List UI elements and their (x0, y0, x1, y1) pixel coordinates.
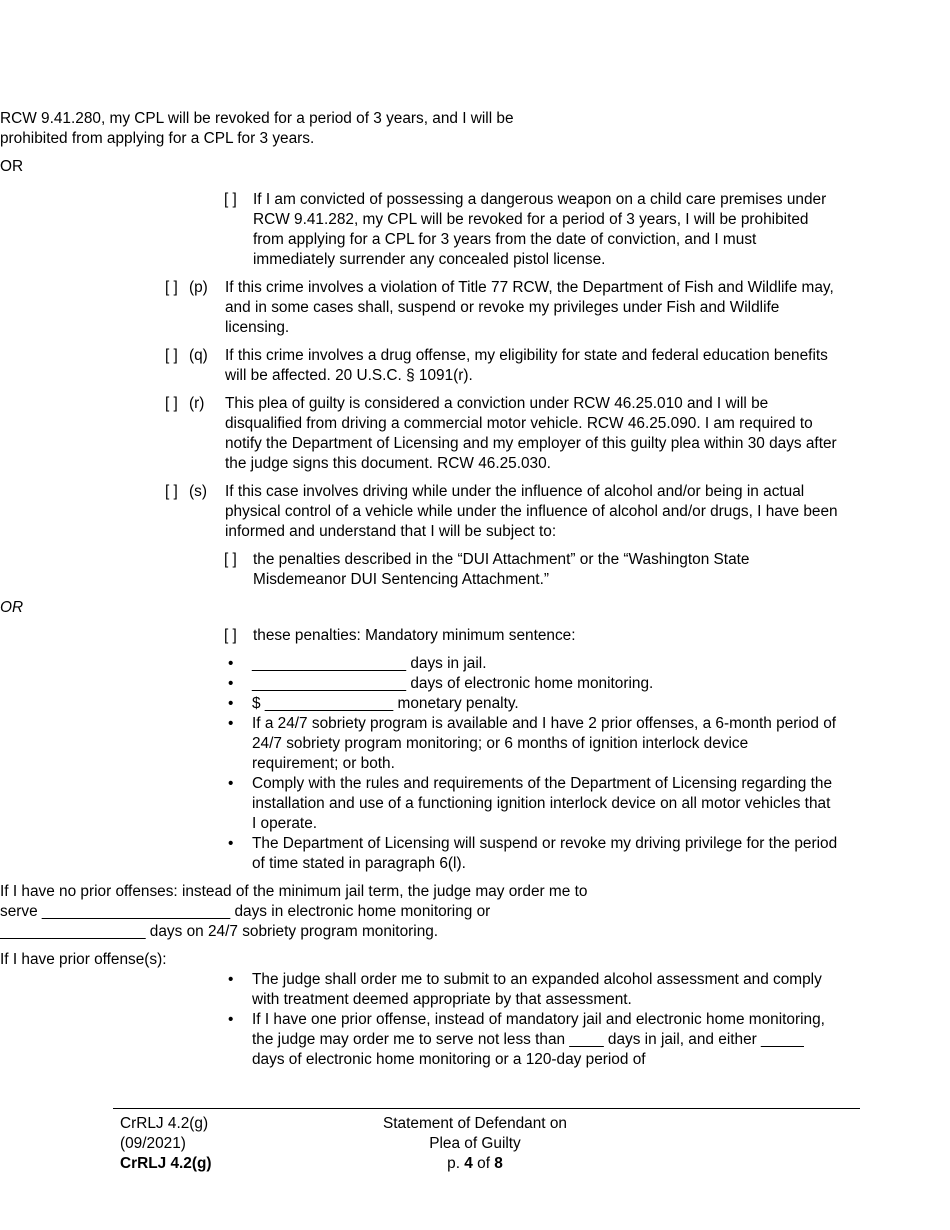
penalty-bullet-item (224, 654, 838, 674)
page-total: 8 (494, 1155, 503, 1172)
page-footer (0, 1108, 950, 1174)
footer-columns (0, 1109, 950, 1174)
prior-bullet-text: If I have one prior offense, instead of mandatory jail and electronic home monitoring, the judge may order me to serve not less than ____ days in jail, and either _____ days of electronic home monitoring or a 120-day period of (252, 1011, 825, 1068)
bullet-marker: • (228, 1011, 234, 1028)
penalty-bullet-item (224, 774, 838, 834)
page-indicator (0, 1154, 950, 1174)
checkbox-weapon-childcare[interactable]: [ ] (224, 191, 237, 208)
dui-penalties-option (224, 626, 838, 646)
prior-bullet-item (224, 1010, 838, 1070)
footer-title-line1: Statement of Defendant on (383, 1115, 567, 1132)
penalty-bullet-text: The Department of Licensing will suspend or revoke my driving privilege for the period of time stated in paragraph 6(l). (252, 835, 838, 872)
penalty-bullet-list (224, 654, 838, 874)
prior-bullet-text: The judge shall order me to submit to an expanded alcohol assessment and comply with treatment deemed appropriate by that assessment. (252, 971, 822, 1008)
page-indicator-of: of (477, 1155, 490, 1172)
item-q (165, 346, 838, 386)
checkbox-dui-attachment[interactable]: [ ] (224, 551, 237, 568)
page-number: 4 (464, 1155, 473, 1172)
or-separator-dui: OR (0, 599, 24, 616)
footer-form-id-line3: CrRLJ 4.2(g) (120, 1155, 212, 1172)
item-q-label: (q) (189, 347, 208, 364)
item-s-label: (s) (189, 483, 207, 500)
penalty-bullet-item (224, 714, 838, 774)
bullet-marker: • (228, 775, 234, 792)
bullet-marker: • (228, 835, 234, 852)
item-p-text: If this crime involves a violation of Title 77 RCW, the Department of Fish and Wildlife may, and in some cases shall, suspend or revoke my privileges under Fish and Wildlife licensing. (225, 279, 834, 336)
checkbox-item-q[interactable]: [ ] (165, 347, 178, 364)
penalty-bullet-text: If a 24/7 sobriety program is available and I have 2 prior offenses, a 6-month period of 24/7 sobriety program monitoring; or 6 months of ignition interlock device requirement; or both. (252, 715, 837, 772)
penalty-bullet-item (224, 834, 838, 874)
penalty-bullet-item (224, 674, 838, 694)
bullet-marker: • (228, 675, 234, 692)
bullet-marker: • (228, 971, 234, 988)
penalty-bullet-item (224, 694, 838, 714)
dui-attachment-text: the penalties described in the “DUI Attachment” or the “Washington State Misdemeanor DUI Sentencing Attachment.” (253, 551, 750, 588)
item-s-text: If this case involves driving while under the influence of alcohol and/or being in actual physical control of a vehicle while under the influence of alcohol and/or drugs, I have been informed and understand that I will be subject to: (225, 483, 838, 540)
item-p (165, 278, 838, 338)
footer-title-line2: Plea of Guilty (429, 1135, 521, 1152)
footer-form-id-line1: CrRLJ 4.2(g) (120, 1115, 209, 1132)
document-body (0, 109, 950, 1078)
bullet-marker: • (228, 695, 234, 712)
prior-offenses-heading: If I have prior offense(s): (0, 951, 167, 968)
dui-attachment-option (224, 550, 838, 590)
item-s-marker (165, 482, 225, 542)
item-p-label: (p) (189, 279, 208, 296)
or-separator-top: OR (0, 158, 24, 175)
prior-offense-bullet-list (224, 970, 838, 1070)
no-prior-offenses-paragraph: If I have no prior offenses: instead of the minimum jail term, the judge may order me to serve ______________________ days in electronic home monitoring or _________________ days on 24/7 sobriety program monitoring. (0, 883, 588, 940)
checkbox-item-p[interactable]: [ ] (165, 279, 178, 296)
item-p-marker (165, 278, 225, 338)
penalty-bullet-text: __________________ days in jail. (252, 655, 487, 672)
footer-title (0, 1114, 950, 1174)
item-r-text: This plea of guilty is considered a conviction under RCW 46.25.010 and I will be disqualified from driving a commercial motor vehicle. RCW 46.25.090. I am required to notify the Department of Licensing and my employer of this guilty plea within 30 days after the judge signs this document. RCW 46.25.030. (225, 395, 837, 472)
item-q-marker (165, 346, 225, 386)
item-s (165, 482, 838, 542)
weapon-childcare-item (224, 190, 838, 270)
item-r-label: (r) (189, 395, 205, 412)
penalty-bullet-text: $ _______________ monetary penalty. (252, 695, 519, 712)
item-q-text: If this crime involves a drug offense, my eligibility for state and federal education benefits will be affected. 20 U.S.C. § 1091(r). (225, 347, 828, 384)
footer-form-id-line2: (09/2021) (120, 1135, 186, 1152)
item-r-marker (165, 394, 225, 474)
bullet-marker: • (228, 715, 234, 732)
bullet-marker: • (228, 655, 234, 672)
item-r (165, 394, 838, 474)
checkbox-item-s[interactable]: [ ] (165, 483, 178, 500)
checkbox-item-r[interactable]: [ ] (165, 395, 178, 412)
penalty-bullet-text: Comply with the rules and requirements of the Department of Licensing regarding the installation and use of a functioning ignition interlock device on all motor vehicles that I operate. (252, 775, 833, 832)
weapon-childcare-text: If I am convicted of possessing a dangerous weapon on a child care premises under RCW 9.41.282, my CPL will be revoked for a period of 3 years, I will be prohibited from applying for a CPL for 3 years from the date of conviction, and I must immediately surrender any concealed pistol license. (253, 191, 827, 268)
page-indicator-prefix: p. (447, 1155, 461, 1172)
prior-bullet-item (224, 970, 838, 1010)
dui-penalties-text: these penalties: Mandatory minimum sentence: (253, 627, 576, 644)
continuation-paragraph: RCW 9.41.280, my CPL will be revoked for a period of 3 years, and I will be prohibited from applying for a CPL for 3 years. (0, 110, 514, 147)
penalty-bullet-text: __________________ days of electronic home monitoring. (252, 675, 654, 692)
checkbox-dui-penalties[interactable]: [ ] (224, 627, 237, 644)
